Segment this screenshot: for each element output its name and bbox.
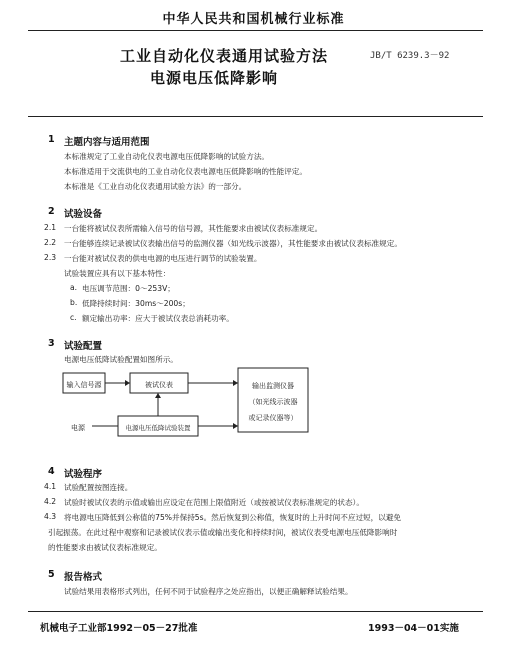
- clause-number: 4.3: [44, 512, 57, 521]
- clause-number: 2.3: [44, 253, 57, 262]
- section-2-title: 试验设备: [64, 209, 103, 220]
- footer-rule: [28, 611, 483, 612]
- voltage-device-label: 电源电压低降试验装置: [125, 424, 191, 432]
- sub-item-letter: a.: [70, 283, 78, 292]
- sub-item-text: 低降持续时间：30ms～200s；: [82, 299, 190, 308]
- clause-number: 4.2: [44, 497, 57, 506]
- power-label: 电源: [71, 424, 85, 432]
- document-title-line-2: 电源电压低降影响: [150, 69, 279, 87]
- section-1-number: 1: [48, 134, 55, 145]
- sub-item-letter: b.: [70, 298, 78, 307]
- device-under-test-label: 被试仪表: [145, 381, 173, 389]
- implementation-date: 1993－04－01实施: [368, 623, 459, 634]
- arrow-head: [155, 393, 161, 398]
- recorder-label-1: 输出监测仪器: [252, 382, 294, 390]
- arrow-head: [233, 423, 238, 429]
- section-1-title: 主题内容与适用范围: [64, 137, 150, 148]
- clause-text: 试验配置按图连接。: [64, 483, 133, 492]
- section-3-number: 3: [48, 338, 55, 349]
- clause-text: 一台能够连续记录被试仪表输出信号的监测仪器（如光线示波器），其性能要求由被试仪表标准规定。: [64, 239, 402, 248]
- clause-text: 一台能对被试仪表的供电电源的电压进行调节的试验装置。: [64, 254, 262, 263]
- clause-number: 4.1: [44, 482, 57, 491]
- recorder-label-3: 或记录仪器等）: [248, 414, 298, 422]
- section-3-text: 电源电压低降试验配置如图所示。: [64, 355, 178, 364]
- clause-text: 一台能将被试仪表所需输入信号的信号源，其性能要求由被试仪表标准规定。: [64, 224, 323, 233]
- standard-number: JB/T 6239.3－92: [370, 51, 450, 61]
- sub-item-text: 电压调节范围：0～253V；: [82, 284, 175, 293]
- section-4-number: 4: [48, 466, 55, 477]
- arrow-head: [125, 380, 130, 386]
- sub-item-letter: c.: [70, 313, 77, 322]
- clause-text: 将电源电压降低到公称值的75%并保持5s。然后恢复到公称值，恢复时的上升时间不应过短，以避免: [64, 513, 402, 522]
- section-2-number: 2: [48, 206, 55, 217]
- section-1-paragraph: 本标准是《工业自动化仪表通用试验方法》的一部分。: [64, 182, 247, 191]
- standard-category-header: 中华人民共和国机械行业标准: [162, 12, 345, 27]
- approval-line: 机械电子工业部1992－05－27批准: [40, 623, 198, 634]
- clause-number: 2.2: [44, 238, 57, 247]
- document-title-line-1: 工业自动化仪表通用试验方法: [120, 47, 329, 65]
- recorder-label-2: （如光线示波器: [248, 398, 298, 406]
- arrow-head: [233, 380, 238, 386]
- section-5-text: 试验结果用表格形式列出，任何不同于试验程序之处应指出，以便正确解释试验结果。: [64, 587, 353, 596]
- clause-number: 2.1: [44, 223, 57, 232]
- sub-item-text: 额定输出功率：应大于被试仪表总消耗功率。: [82, 314, 234, 323]
- input-signal-label: 输入信号源: [66, 381, 102, 389]
- section-5-number: 5: [48, 569, 55, 580]
- section-3-title: 试验配置: [64, 341, 103, 352]
- section-4-title: 试验程序: [64, 469, 103, 480]
- section-5-title: 报告格式: [64, 572, 103, 583]
- clause-lead-text: 试验装置应具有以下基本特性：: [64, 269, 171, 278]
- section-1-paragraph: 本标准适用于交流供电的工业自动化仪表电源电压低降影响的性能评定。: [64, 167, 307, 176]
- clause-text: 试验时被试仪表的示值或输出应设定在范围上限值附近（或按被试仪表标准规定的状态）。: [64, 498, 364, 507]
- clause-continuation-text: 的性能要求由被试仪表标准规定。: [48, 543, 162, 552]
- clause-continuation-text: 引起振荡。在此过程中观察和记录被试仪表示值或输出变化和持续时间，被试仪表受电源电压低降影响时: [48, 528, 398, 537]
- section-1-paragraph: 本标准规定了工业自动化仪表电源电压低降影响的试验方法。: [64, 152, 270, 161]
